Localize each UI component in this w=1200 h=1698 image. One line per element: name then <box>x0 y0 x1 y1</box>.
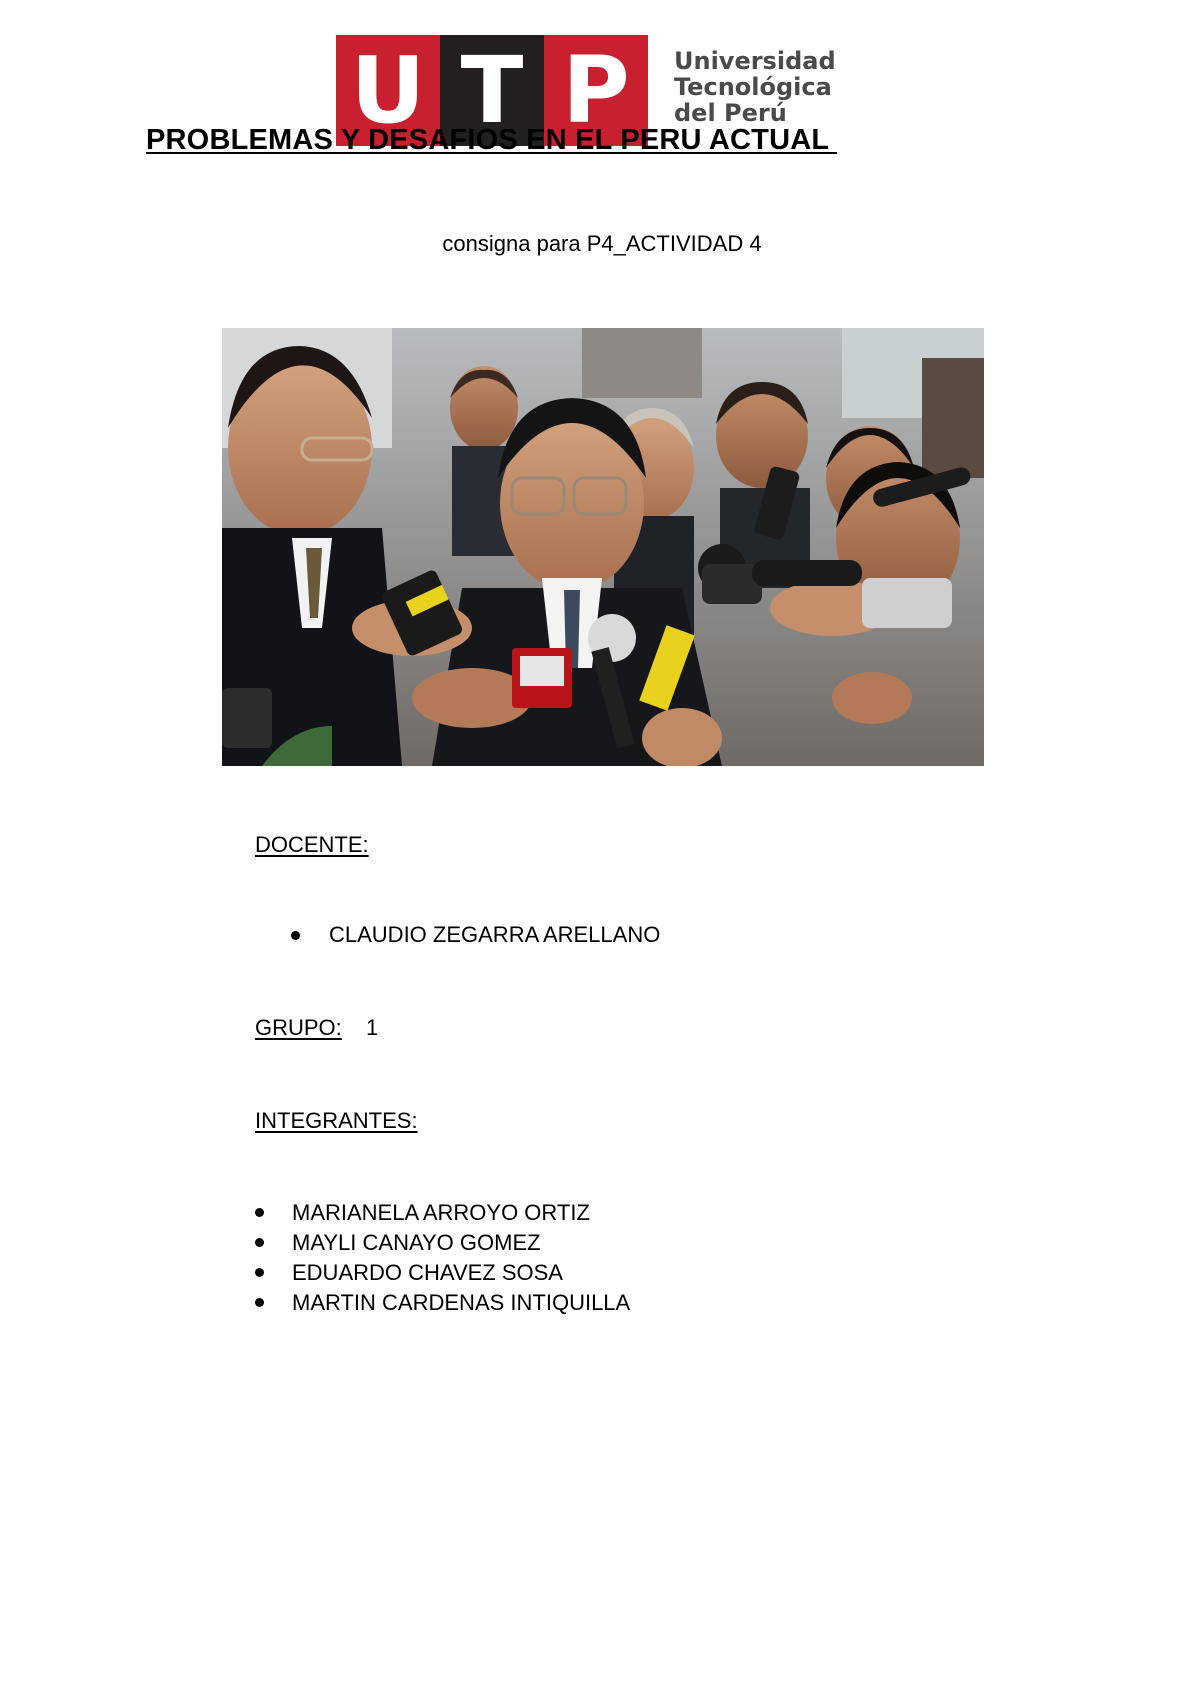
bullet-icon <box>255 1268 264 1277</box>
integrantes-label: INTEGRANTES: <box>255 1108 418 1133</box>
docente-name: CLAUDIO ZEGARRA ARELLANO <box>329 922 661 947</box>
photo-illustration <box>222 328 984 766</box>
document-title: PROBLEMAS Y DESAFIOS EN EL PERU ACTUAL <box>146 124 838 156</box>
grupo-value: 1 <box>366 1015 379 1040</box>
member-item: EDUARDO CHAVEZ SOSA <box>292 1260 563 1285</box>
member-item: MAYLI CANAYO GOMEZ <box>292 1230 541 1255</box>
document-subtitle <box>0 231 1200 257</box>
press-conference-photo <box>222 328 984 766</box>
logo-block-p: P <box>544 35 648 146</box>
logo-text-line: Universidad <box>674 47 836 75</box>
member-item: MARIANELA ARROYO ORTIZ <box>292 1200 590 1225</box>
bullet-icon <box>255 1238 264 1247</box>
logo-text-line: del Perú <box>674 99 787 127</box>
subtitle-text: consigna para P4_ACTIVIDAD 4 <box>442 231 762 256</box>
bullet-icon <box>255 1298 264 1307</box>
docente-label: DOCENTE: <box>255 832 369 857</box>
logo-wordmark <box>674 48 836 126</box>
logo-block-u: U <box>336 35 440 146</box>
member-item: MARTIN CARDENAS INTIQUILLA <box>292 1290 631 1315</box>
grupo-label: GRUPO: <box>255 1015 342 1040</box>
bullet-icon <box>291 931 300 940</box>
logo-block-t: T <box>440 35 544 146</box>
logo-text-line: Tecnológica <box>674 73 832 101</box>
bullet-icon <box>255 1208 264 1217</box>
